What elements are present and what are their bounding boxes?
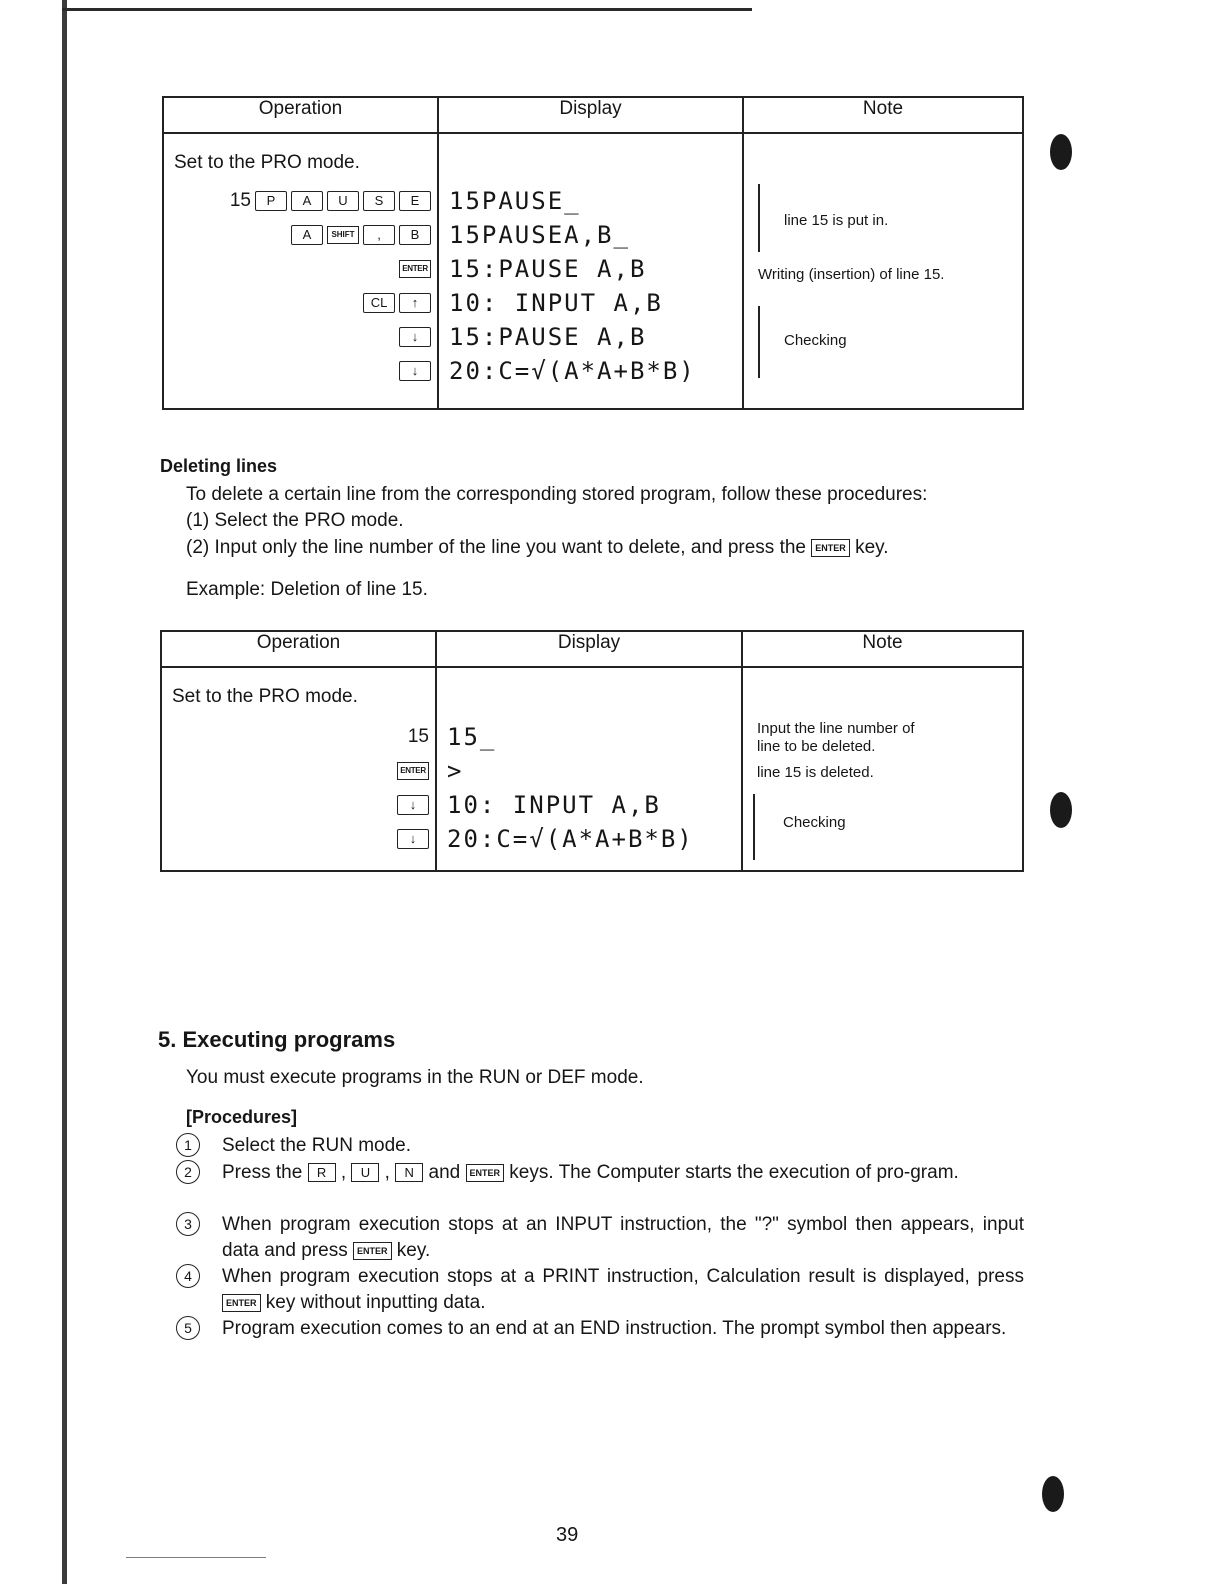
header-display: Display [436,631,742,667]
step-text: Program execution comes to an end at an END instruction. The prompt symbol then appears. [222,1318,1007,1339]
brace [747,794,755,860]
key-enter: ENTER [399,260,431,278]
operation-row-3 [399,256,431,282]
separator: , [384,1162,390,1183]
key-p: P [255,191,287,211]
enter-key-icon: ENTER [811,539,850,557]
key-u: U [327,191,359,211]
header-operation: Operation [161,631,436,667]
display-line-5: 15:PAUSE A,B [449,323,647,351]
line-number: 15 [407,726,429,747]
operation-row-6 [399,358,431,384]
key-r: R [308,1163,336,1182]
brace [752,306,760,378]
page-number: 39 [556,1524,579,1546]
procedure-step-2 [176,1160,1024,1186]
display-column [438,133,743,409]
punch-hole [1050,792,1072,828]
display-line-4: 10: INPUT A,B [449,289,663,317]
step-text: Press the [222,1162,303,1183]
display-line-2: > [447,757,464,785]
operation-row-1 [408,724,429,750]
step-text: key without inputting data. [265,1292,486,1313]
deleting-step-2 [186,535,889,561]
operation-intro: Set to the PRO mode. [172,686,358,707]
punch-hole [1050,134,1072,170]
key-comma: , [363,225,395,245]
key-down-arrow: ↓ [399,327,431,347]
procedure-step-3 [176,1212,1024,1264]
step-number: 4 [176,1264,200,1288]
deletion-table [160,630,1024,872]
note-deleted: line 15 is deleted. [757,764,874,781]
step-text: keys. The Computer starts the execution of pro-gram. [509,1162,959,1183]
operation-row-3 [397,792,429,818]
punch-hole [1042,1476,1064,1512]
display-line-6: 20:C=√(A*A+B*B) [449,357,696,385]
key-down-arrow: ↓ [397,795,429,815]
key-u: U [351,1163,379,1182]
step-number: 5 [176,1316,200,1340]
note-put-in: line 15 is put in. [784,212,889,229]
enter-key-icon: ENTER [353,1242,392,1260]
display-line-2: 15PAUSEA,B_ [449,221,630,249]
step-text: and [428,1162,461,1183]
deleting-intro: To delete a certain line from the corresponding stored program, follow these procedures: [186,484,928,505]
display-line-4: 20:C=√(A*A+B*B) [447,825,694,853]
display-line-1: 15PAUSE_ [449,187,581,215]
note-column [743,133,1023,409]
deleting-step-1: (1) Select the PRO mode. [186,510,404,531]
key-a: A [291,191,323,211]
step-text: When program execution stops at a PRINT instruction, Calculation result is displayed, press [222,1266,1024,1287]
page-binding-edge [62,0,67,1584]
brace [752,184,760,252]
key-e: E [399,191,431,211]
key-down-arrow: ↓ [397,829,429,849]
header-note: Note [743,97,1023,133]
enter-key-icon: ENTER [222,1294,261,1312]
note-input-line-1: Input the line number of [757,720,915,737]
operation-row-5 [399,324,431,350]
procedures-heading: [Procedures] [186,1107,298,1127]
step-text: key. [396,1240,431,1261]
operation-row-2 [291,222,431,248]
note-checking: Checking [784,332,847,349]
header-note: Note [742,631,1023,667]
key-cl: CL [363,293,395,313]
key-s: S [363,191,395,211]
note-writing: Writing (insertion) of line 15. [758,266,945,283]
deleting-heading: Deleting lines [160,456,278,476]
operation-row-4 [363,290,431,316]
display-column [436,667,742,871]
deleting-step-2-text: (2) Input only the line number of the line you want to delete, and press the [186,537,806,558]
key-down-arrow: ↓ [399,361,431,381]
top-rule [62,8,752,11]
step-text: When program execution stops at an INPUT instruction, the "?" symbol then appears, input data and press [222,1214,1024,1261]
note-checking: Checking [783,814,846,831]
enter-key-icon: ENTER [466,1164,505,1182]
display-line-1: 15_ [447,723,497,751]
key-shift: SHIFT [327,226,359,244]
key-up-arrow: ↑ [399,293,431,313]
header-operation: Operation [163,97,438,133]
step-number: 2 [176,1160,200,1184]
step-number: 1 [176,1133,200,1157]
deleting-example: Example: Deletion of line 15. [186,579,428,600]
section-intro: You must execute programs in the RUN or DEF mode. [186,1067,644,1088]
operation-intro: Set to the PRO mode. [174,152,360,173]
deleting-step-2-tail: key. [855,537,889,558]
display-line-3: 10: INPUT A,B [447,791,661,819]
key-b: B [399,225,431,245]
display-line-3: 15:PAUSE A,B [449,255,647,283]
key-n: N [395,1163,423,1182]
separator: , [340,1162,347,1183]
header-display: Display [438,97,743,133]
footer-rule [126,1557,266,1558]
operation-row-1 [230,188,431,214]
line-number: 15 [229,190,251,211]
key-a: A [291,225,323,245]
step-text: Select the RUN mode. [222,1135,412,1156]
operation-row-4 [397,826,429,852]
step-number: 3 [176,1212,200,1236]
procedure-step-4 [176,1264,1024,1316]
procedure-step-1 [176,1133,1024,1159]
procedure-step-5 [176,1316,1024,1342]
note-input-line-2: line to be deleted. [757,738,876,755]
operation-column [163,133,438,409]
note-column [742,667,1023,871]
section-heading: 5. Executing programs [158,1027,396,1052]
operation-column [161,667,436,871]
insertion-table [162,96,1024,410]
operation-row-2 [397,758,429,784]
key-enter: ENTER [397,762,429,780]
